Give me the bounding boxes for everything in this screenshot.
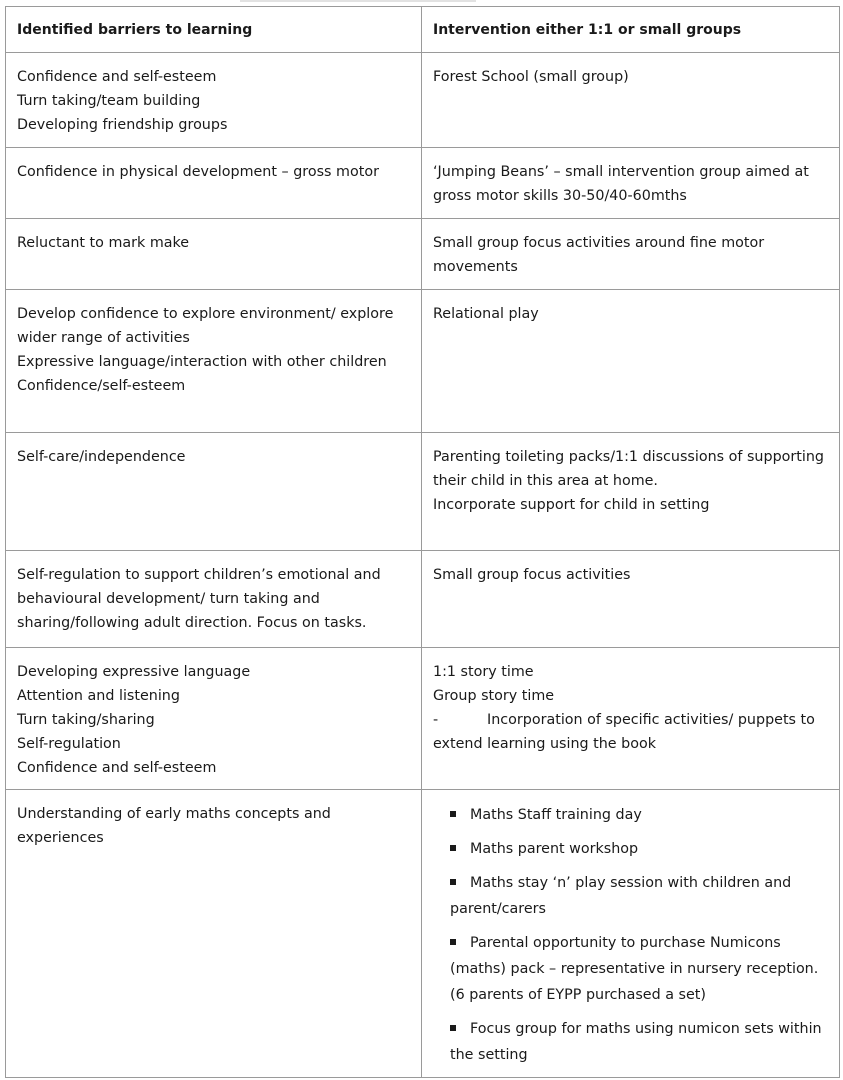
barrier-line: Developing friendship groups [17,117,228,133]
barriers-cell [6,648,422,790]
barrier-line: Attention and listening [17,688,180,704]
barrier-line: Understanding of early maths concepts and experiences [17,806,336,846]
bullet-square-icon [450,879,456,885]
table-header-row [6,7,840,53]
intervention-line: Parenting toileting packs/1:1 discussions of supporting their child in this area at home. [433,449,829,489]
table-row [6,433,840,551]
intervention-cell [422,790,840,1078]
bullet-square-icon [450,811,456,817]
dash-marker: - [433,712,439,728]
intervention-line: Small group focus activities around fine motor movements [433,235,769,275]
barriers-cell [6,148,422,219]
list-item: Maths stay ‘n’ play session with children and parent/carers [450,875,792,917]
intervention-cell [422,219,840,290]
intervention-cell [422,290,840,433]
intervention-line: 1:1 story time [433,664,534,680]
barrier-line: Expressive language/interaction with other children [17,354,387,370]
barrier-line: Confidence and self-esteem [17,760,217,776]
intervention-line: Group story time [433,688,555,704]
barriers-cell [6,790,422,1078]
bullet-square-icon [450,1025,456,1031]
list-item: Maths parent workshop [450,836,829,862]
table-row [6,551,840,648]
intervention-cell [422,53,840,148]
barrier-line: Self-regulation [17,736,121,752]
intervention-cell [422,433,840,551]
table-row [6,648,840,790]
barrier-line: Develop confidence to explore environment/ explore wider range of activities [17,306,398,346]
barrier-line: Turn taking/team building [17,93,201,109]
intervention-line: Relational play [433,306,539,322]
interventions-table [5,6,840,1078]
intervention-cell [422,551,840,648]
table-row [6,290,840,433]
header-barriers: Identified barriers to learning [6,7,422,53]
barrier-line: Developing expressive language [17,664,251,680]
barrier-line: Reluctant to mark make [17,235,190,251]
intervention-cell [422,648,840,790]
intervention-line: Incorporate support for child in setting [433,497,710,513]
list-item: Parental opportunity to purchase Numicons (maths) pack – representative in nursery reception. (6 parents of EYPP purchased a set) [450,935,819,1003]
barriers-cell [6,53,422,148]
maths-bullet-list [433,802,829,1068]
barriers-cell [6,433,422,551]
intervention-line: Small group focus activities [433,567,631,583]
table-row [6,790,840,1078]
barrier-line: Turn taking/sharing [17,712,155,728]
intervention-cell [422,148,840,219]
header-intervention: Intervention either 1:1 or small groups [422,7,840,53]
bullet-square-icon [450,845,456,851]
barrier-line: Self-regulation to support children’s emotional and behavioural development/ turn taking and sharing/following adult direction. Focus on tasks. [17,567,386,631]
barriers-cell [6,290,422,433]
list-item: Maths Staff training day [450,802,829,828]
bullet-square-icon [450,939,456,945]
table-row [6,219,840,290]
table-row [6,53,840,148]
intervention-dash-item [433,708,829,756]
top-divider [240,0,476,2]
barrier-line: Self-care/independence [17,449,186,465]
barriers-cell [6,551,422,648]
intervention-line: ‘Jumping Beans’ – small intervention group aimed at gross motor skills 30-50/40-60mths [433,164,814,204]
intervention-dash-text: Incorporation of specific activities/ puppets to extend learning using the book [433,712,815,752]
barrier-line: Confidence/self-esteem [17,378,186,394]
barriers-cell [6,219,422,290]
intervention-line: Forest School (small group) [433,69,629,85]
barrier-line: Confidence in physical development – gross motor [17,164,379,180]
list-item: Focus group for maths using numicon sets within the setting [450,1021,822,1063]
barrier-line: Confidence and self-esteem [17,69,217,85]
table-row [6,148,840,219]
